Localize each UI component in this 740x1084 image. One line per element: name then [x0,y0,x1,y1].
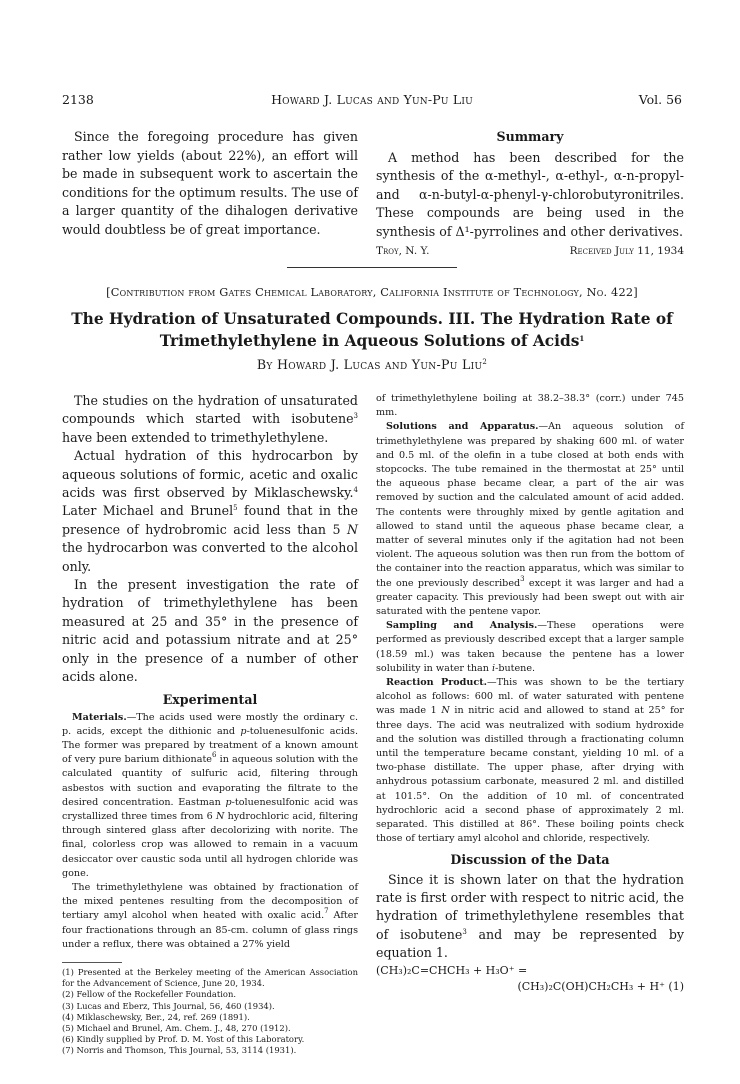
footnote: (2) Fellow of the Rockefeller Foundation. [62,989,237,1000]
running-title: Howard J. Lucas and Yun-Pu Liu [271,92,473,107]
footnote: (3) Lucas and Eberz, This Journal, 56, 460 (1934). [62,1000,275,1011]
left-column [62,392,358,1057]
intro-paragraph-2: Actual hydration of this hydrocarbon by aqueous solutions of formic, acetic and oxalic acids was first observed by Miklaschewsky.$^4$ Later Michael and Brunel$^5$ found that in the presence of hydrobromic acid less than 5 N the hydrocarbon was converted to the alcohol only. [62,448,358,574]
footnote: (7) Norris and Thomson, This Journal, 53, 3114 (1931). [62,1045,297,1056]
solutions-paragraph: Solutions and Apparatus.—An aqueous solution of trimethylethylene was prepared by shaking 600 ml. of water and 0.5 ml. of the olefin in a tube closed at both ends with stopcocks. The tube remained in the thermostat at 25° until the aqueous phase became clear, a part of the air was removed by suction and the calculated amount of acid added. The contents were throughly mixed by gentle agitation and allowed to stand until the aqueous phase became clear, a matter of several minutes only if the agitation had not been violent. The aqueous solution was then run from the bottom of the container into the reaction apparatus, which was similar to the one previously described$^3$ except it was larger and had a greater capacity. This previously had been swept out with air saturated with the pentene vapor. [376,421,685,618]
intro-paragraph-3: In the present investigation the rate of hydration of trimethylethylene has been measured at 25 and 35° in the presence of nitric acid and potassium nitrate and at 25° only in the presence of a number of other acids alone. [62,577,358,685]
footnotes [62,967,358,1057]
received-line [376,242,684,261]
summary-text: A method has been described for the synthesis of the α-methyl-, α-ethyl-, α-n-propyl- and α-n-butyl-α-phenyl-γ-chlorobutyronitriles. These compounds are being used in the synthesis of Δ¹-pyrrolines and other derivatives. [376,149,684,239]
footnote: (4) Miklaschewsky, Ber., 24, ref. 269 (1891). [62,1011,250,1022]
article-title: The Hydration of Unsaturated Compounds. III. The Hydration Rate of Trimethylethylene in Aqueous Solutions of Acids$^1$ [71,310,673,350]
page-number: 2138 [62,92,94,107]
intro-paragraph-1: The studies on the hydration of unsaturated compounds which started with isobutene$^3$ have been extended to trimethylethylene. [62,393,358,445]
footnote: (5) Michael and Brunel, Am. Chem. J., 48, 270 (1912). [62,1022,291,1033]
volume-label: Vol. 56 [638,92,682,107]
byline: By Howard J. Lucas and Yun-Pu Liu$^2$ [256,357,488,372]
footnote: (6) Kindly supplied by Prof. D. M. Yost of this Laboratory. [62,1034,305,1045]
materials-paragraph: Materials.—The acids used were mostly the ordinary c. p. acids, except the dithionic and p-toluenesulfonic acids. The former was prepared by treatment of a known amount of very pure barium dithionate$^6$ in aqueous solution with the calculated quantity of sulfuric acid, filtering through asbestos with suction and evaporating the filtrate to the desired concentration. Eastman p-toluenesulfonic acid was crystallized three times from 6 N hydrochloric acid, filtering through sintered glass after decolorizing with norite. The final, colorless crop was allowed to remain in a vacuum desiccator over caustic soda until all hydrogen chloride was gone. [62,711,359,879]
footnote: (1) Presented at the Berkeley meeting of the American Association for the Advancement of Science, June 20, 1934. [62,966,358,989]
summary-heading: Summary [496,129,564,144]
title-footnote-mark: 1 [579,334,585,343]
experimental-heading: Experimental [162,691,258,707]
byline-footnote-mark: 2 [482,358,488,366]
received-date: Received July 11, 1934 [569,245,684,257]
equation-line-2: (CH₃)₂C(OH)CH₂CH₃ + H⁺ (1) [517,979,684,993]
continued-paragraph: of trimethylethylene boiling at 38.2–38.3° (corr.) under 745 mm. [376,393,684,419]
equation-line-1: (CH₃)₂C=CHCH₃ + H₃O⁺ = [376,963,528,977]
running-header [62,92,682,110]
right-column [376,392,684,995]
previous-article-conclusion [62,128,358,239]
article-separator-rule [287,267,457,268]
discussion-heading: Discussion of the Data [450,851,610,867]
footnote-rule [62,962,122,963]
reaction-product-paragraph: Reaction Product.—This was shown to be the tertiary alcohol as follows: 600 ml. of water saturated with pentene was made 1 N in nitric acid and allowed to stand at 25° for three days. The acid was neutralized with sodium hydroxide and the solution was distilled through a fractionating column until the temperature became constant, yielding 10 ml. of a two-phase distillate. The upper phase, after drying with anhydrous potassium carbonate, measured 2 ml. and distilled at 101.5°. On the addition of 10 ml. of concentrated hydrochloric acid a second phase of approximately 2 ml. separated. This distilled at 86°. These boiling points check those of tertiary amyl alcohol and chloride, respectively. [376,677,685,845]
previous-article-summary [376,128,684,261]
discussion-paragraph: Since it is shown later on that the hydration rate is first order with respect to nitric acid, the hydration of trimethylethylene resembles that of isobutene$^3$ and may be represented by equation 1. [376,871,684,961]
contribution-line: [Contribution from Gates Chemical Laboratory, California Institute of Technology, No. 422] [106,286,638,299]
sampling-paragraph: Sampling and Analysis.—These operations were performed as previously described except that a larger sample (18.59 ml.) was taken because the pentene has a lower solubility in water than i-butene. [376,620,685,674]
conclusion-paragraph: Since the foregoing procedure has given rather low yields (about 22%), an effort will be made in subsequent work to ascertain the conditions for the optimum results. The use of a larger quantity of the dihalogen derivative would doubtless be of great importance. [62,129,358,237]
place-label: Troy, N. Y. [376,245,430,257]
trimethylethylene-paragraph: The trimethylethylene was obtained by fractionation of the mixed pentenes resulting from the decomposition of tertiary amyl alcohol when heated with oxalic acid.$^7$ After four fractionations through an 85-cm. column of glass rings under a reflux, there was obtained a 27% yield [62,881,358,950]
